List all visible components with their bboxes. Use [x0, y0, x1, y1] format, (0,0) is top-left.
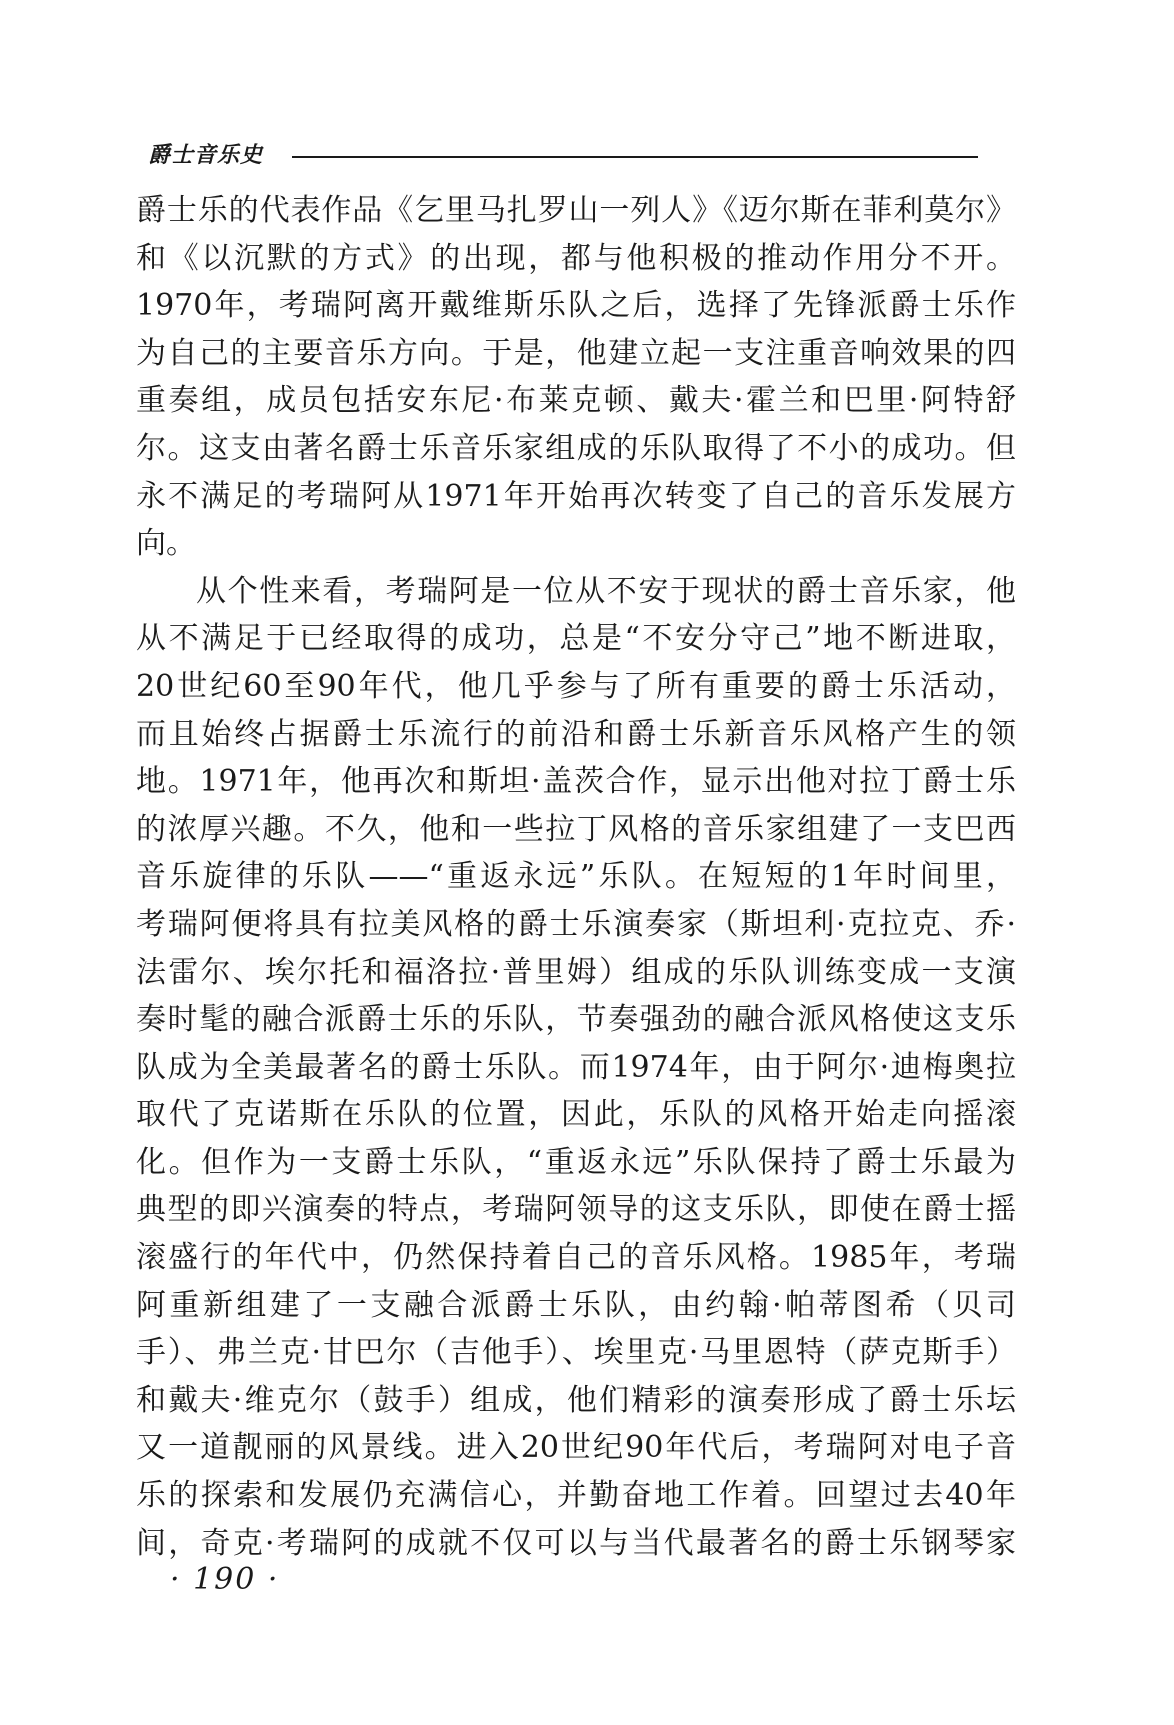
text-line: 取代了克诺斯在乐队的位置，因此，乐队的风格开始走向摇滚: [136, 1097, 1016, 1133]
text-line: 1970年，考瑞阿离开戴维斯乐队之后，选择了先锋派爵士乐作: [136, 288, 1016, 324]
text-line: 化。但作为一支爵士乐队，“重返永远”乐队保持了爵士乐最为: [136, 1144, 1016, 1180]
text-line: 典型的即兴演奏的特点，考瑞阿领导的这支乐队，即使在爵士摇: [136, 1192, 1016, 1228]
page-number: · 190 ·: [170, 1562, 280, 1597]
text-line: 永不满足的考瑞阿从1971年开始再次转变了自己的音乐发展方: [136, 478, 1016, 514]
text-line: 重奏组，成员包括安东尼·布莱克顿、戴夫·霍兰和巴里·阿特舒: [136, 383, 1016, 419]
book-title: 爵士音乐史: [148, 142, 264, 168]
text-line: 爵士乐的代表作品《乞里马扎罗山一列人》《迈尔斯在菲利莫尔》: [136, 193, 1016, 228]
paragraph-2: [136, 568, 1016, 1567]
text-line: 滚盛行的年代中，仍然保持着自己的音乐风格。1985年，考瑞: [136, 1240, 1016, 1276]
running-header: [138, 140, 978, 176]
text-line: 阿重新组建了一支融合派爵士乐队，由约翰·帕蒂图希（贝司: [136, 1287, 1016, 1323]
body-text: [136, 187, 1016, 1567]
text-line: 考瑞阿便将具有拉美风格的爵士乐演奏家（斯坦利·克拉克、乔·: [136, 906, 1016, 942]
text-line: 20世纪60至90年代，他几乎参与了所有重要的爵士乐活动，: [136, 668, 1016, 704]
text-line: 法雷尔、埃尔托和福洛拉·普里姆）组成的乐队训练变成一支演: [136, 954, 1016, 990]
text-line: 和戴夫·维克尔（鼓手）组成，他们精彩的演奏形成了爵士乐坛: [136, 1382, 1016, 1418]
text-line: 而且始终占据爵士乐流行的前沿和爵士乐新音乐风格产生的领: [136, 716, 1016, 752]
text-line: 从不满足于已经取得的成功，总是“不安分守己”地不断进取，: [136, 621, 1016, 657]
text-line: 尔。这支由著名爵士乐音乐家组成的乐队取得了不小的成功。但: [136, 430, 1016, 466]
text-line: 从个性来看，考瑞阿是一位从不安于现状的爵士音乐家，他: [196, 573, 1016, 609]
text-line: 手）、弗兰克·甘巴尔（吉他手）、埃里克·马里恩特（萨克斯手）: [136, 1335, 1016, 1371]
text-line: 地。1971年，他再次和斯坦·盖茨合作，显示出他对拉丁爵士乐: [136, 764, 1016, 800]
text-line: 又一道靓丽的风景线。进入20世纪90年代后，考瑞阿对电子音: [136, 1430, 1016, 1466]
header-rule: [292, 156, 978, 158]
text-line: 奏时髦的融合派爵士乐的乐队，节奏强劲的融合派风格使这支乐: [136, 1002, 1016, 1038]
text-line: 为自己的主要音乐方向。于是，他建立起一支注重音响效果的四: [136, 335, 1016, 371]
text-line: 音乐旋律的乐队——“重返永远”乐队。在短短的1年时间里，: [136, 859, 1016, 895]
paragraph-1: [136, 187, 1016, 568]
text-line: 乐的探索和发展仍充满信心，并勤奋地工作着。回望过去40年: [136, 1478, 1016, 1514]
text-line: 向。: [136, 526, 196, 562]
text-line: 和《以沉默的方式》的出现，都与他积极的推动作用分不开。: [136, 240, 1016, 276]
text-line: 间，奇克·考瑞阿的成就不仅可以与当代最著名的爵士乐钢琴家: [136, 1525, 1016, 1561]
text-line: 队成为全美最著名的爵士乐队。而1974年，由于阿尔·迪梅奥拉: [136, 1049, 1016, 1085]
text-line: 的浓厚兴趣。不久，他和一些拉丁风格的音乐家组建了一支巴西: [136, 811, 1016, 847]
